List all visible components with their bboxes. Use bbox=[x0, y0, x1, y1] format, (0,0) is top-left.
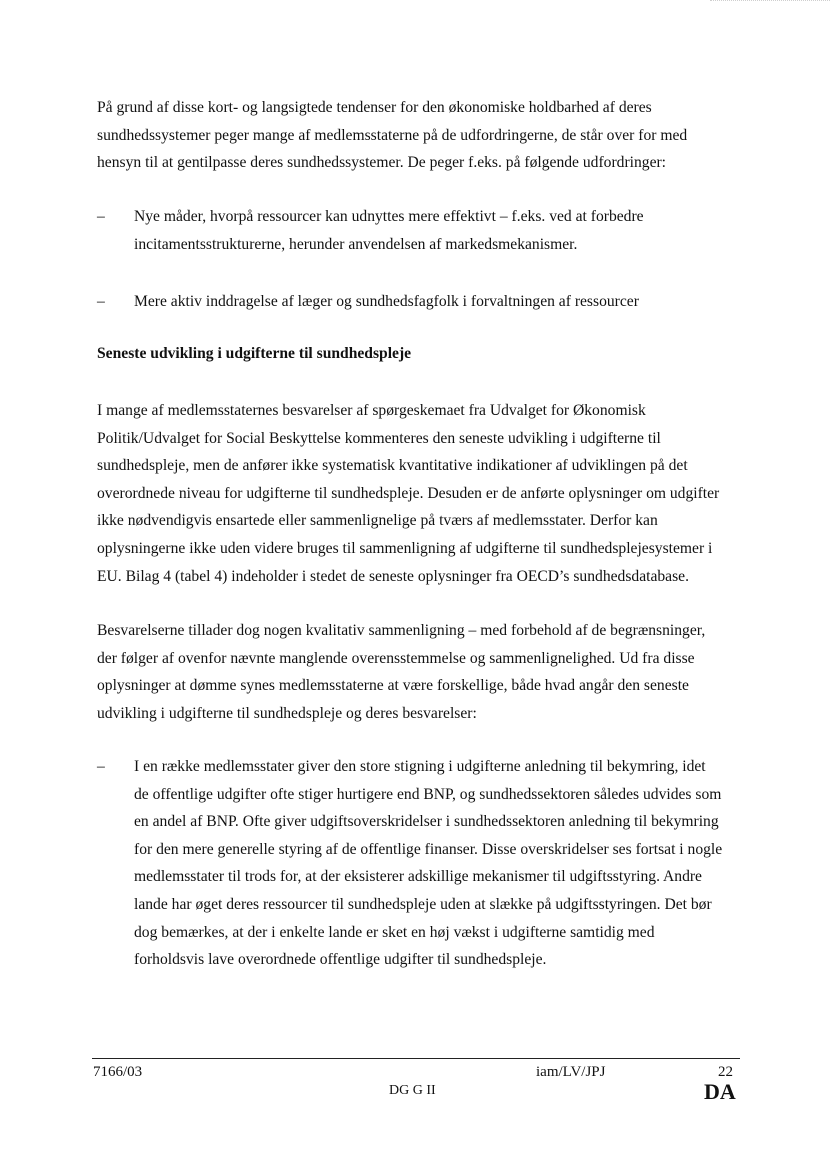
text-line: oplysninger at dømme synes medlemsstaterne at være forskellige, både hvad angår den seneste bbox=[97, 677, 689, 695]
text-line: Nye måder, hvorpå ressourcer kan udnyttes mere effektivt – f.eks. ved at forbedre bbox=[134, 208, 644, 225]
text-line: de offentlige udgifter ofte stiger hurtigere end BNP, og sundhedssektoren således udvides som bbox=[134, 785, 722, 803]
paragraph-qualitative-comparison bbox=[97, 617, 747, 727]
text-line: overordnede niveau for udgifterne til sundhedspleje. Desuden er de anførte oplysninger om udgifter bbox=[97, 484, 720, 502]
text-line: oplysningerne ikke uden videre bruges til sammenligning af udgifterne til sundhedsplejesystemer i bbox=[97, 539, 713, 557]
text-line: sundhedspleje, men de anfører ikke systematisk kvantitative indikationer af udviklingen på det bbox=[97, 457, 688, 475]
text-line: dog bemærkes, at der i enkelte lande er sket en høj vækst i udgifterne samtidig med bbox=[134, 923, 655, 941]
page-number: 22 bbox=[718, 1064, 733, 1080]
expenditure-growth-item bbox=[97, 753, 747, 975]
text-line: for den mere generelle styring af de offentlige finanser. Disse overskridelser ses fortsat i nogle bbox=[134, 840, 723, 858]
intro-paragraph bbox=[97, 94, 747, 177]
challenge-text bbox=[134, 203, 754, 258]
expenditure-growth-text bbox=[134, 753, 754, 974]
text-line: sundhedssystemer peger mange af medlemsstaterne på de udfordringerne, de står over for med bbox=[97, 126, 688, 144]
text-line: I mange af medlemsstaternes besvarelser af spørgeskemaet fra Udvalget for Økonomisk bbox=[97, 402, 646, 419]
challenge-item bbox=[97, 288, 747, 316]
text-line: en andel af BNP. Ofte giver udgiftsoverskridelser i sundhedssektoren anledning til bekymring bbox=[134, 813, 719, 831]
challenge-text bbox=[134, 288, 754, 316]
footer-divider bbox=[92, 1058, 740, 1059]
text-line: EU. Bilag 4 (tabel 4) indeholder i stedet de seneste oplysninger fra OECD’s sundhedsdatabase. bbox=[97, 567, 689, 585]
text-line: Politik/Udvalget for Social Beskyttelse kommenteres den seneste udvikling i udgifterne til bbox=[97, 429, 661, 447]
text-line: incitamentsstrukturerne, herunder anvendelsen af markedsmekanismer. bbox=[134, 235, 578, 253]
author-reference: iam/LV/JPJ bbox=[536, 1064, 606, 1080]
challenge-item bbox=[97, 203, 747, 259]
section-heading: Seneste udvikling i udgifterne til sundhedspleje bbox=[97, 345, 412, 362]
text-line: I en række medlemsstater giver den store stigning i udgifterne anledning til bekymring, idet bbox=[134, 758, 706, 775]
dash-bullet: – bbox=[97, 758, 105, 775]
text-line: På grund af disse kort- og langsigtede tendenser for den økonomiske holdbarhed af deres bbox=[97, 99, 652, 116]
text-line: forholdsvis lave overordnede offentlige udgifter til sundhedspleje. bbox=[134, 951, 547, 969]
document-number: 7166/03 bbox=[93, 1064, 143, 1080]
text-line: Mere aktiv inddragelse af læger og sundhedsfagfolk i forvaltningen af ressourcer bbox=[134, 293, 639, 310]
directorate-code: DG G II bbox=[389, 1083, 436, 1098]
dash-bullet: – bbox=[97, 293, 105, 310]
text-line: der følger af ovenfor nævnte manglende overensstemmelse og sammenlignelighed. Ud fra disse bbox=[97, 649, 695, 667]
text-line: lande har øget deres ressourcer til sundhedspleje uden at slække på udgiftsstyringen. Det bør bbox=[134, 895, 712, 913]
text-line: ikke nødvendigvis ensartede eller sammenlignelige på tværs af medlemsstater. Derfor kan bbox=[97, 512, 658, 530]
paragraph-expenditure-comments bbox=[97, 397, 747, 590]
text-line: hensyn til at gentilpasse deres sundhedssystemer. De peger f.eks. på følgende udfordringer: bbox=[97, 154, 667, 172]
text-line: udvikling i udgifterne til sundhedspleje og deres besvarelser: bbox=[97, 704, 477, 722]
text-line: medlemsstater til trods for, at der eksisterer adskillige mekanismer til udgiftsstyring. Andre bbox=[134, 868, 702, 886]
text-line: Besvarelserne tillader dog nogen kvalitativ sammenligning – med forbehold af de begrænsninger, bbox=[97, 622, 706, 639]
scan-artifact bbox=[710, 0, 830, 7]
dash-bullet: – bbox=[97, 208, 105, 225]
language-code: DA bbox=[704, 1079, 736, 1104]
